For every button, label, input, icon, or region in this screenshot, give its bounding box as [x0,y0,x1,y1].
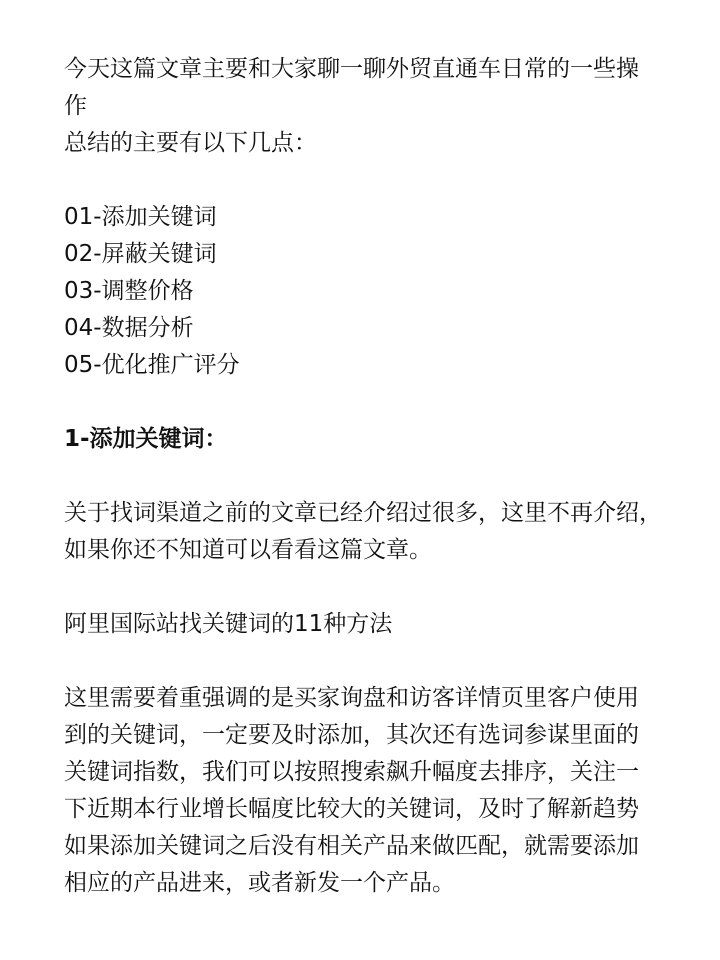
referenced-article-title: 阿里国际站找关键词的11种方法 [64,611,393,637]
list-item: 05-优化推广评分 [64,352,240,378]
paragraph-line: 到的关键词，一定要及时添加，其次还有选词参谋里面的 [64,722,639,748]
list-item: 04-数据分析 [64,315,194,341]
paragraph-line: 关于找词渠道之前的文章已经介绍过很多，这里不再介绍， [64,500,662,526]
paragraph-line: 关键词指数，我们可以按照搜索飙升幅度去排序，关注一 [64,759,639,785]
paragraph-line: 这里需要着重强调的是买家询盘和访客详情页里客户使用 [64,685,639,711]
spacer [64,384,690,421]
spacer [64,643,690,680]
intro-line: 今天这篇文章主要和大家聊一聊外贸直通车日常的一些操 [64,56,639,82]
list-item: 02-屏蔽关键词 [64,241,217,267]
paragraph-channels [64,495,690,569]
point-list [64,199,690,384]
intro-line: 作 [64,93,87,119]
section-heading: 1-添加关键词： [64,426,228,452]
spacer [64,458,690,495]
paragraph-line: 相应的产品进来，或者新发一个产品。 [64,870,455,896]
paragraph-line: 下近期本行业增长幅度比较大的关键词，及时了解新趋势 [64,796,639,822]
intro-line: 总结的主要有以下几点： [64,130,317,156]
article-body [64,51,690,902]
paragraph-emphasis [64,680,690,902]
spacer [64,162,690,199]
paragraph-line: 如果你还不知道可以看看这篇文章。 [64,537,432,563]
paragraph-line: 如果添加关键词之后没有相关产品来做匹配，就需要添加 [64,833,639,859]
list-item: 03-调整价格 [64,278,194,304]
intro-paragraph [64,51,690,162]
spacer [64,569,690,606]
list-item: 01-添加关键词 [64,204,217,230]
